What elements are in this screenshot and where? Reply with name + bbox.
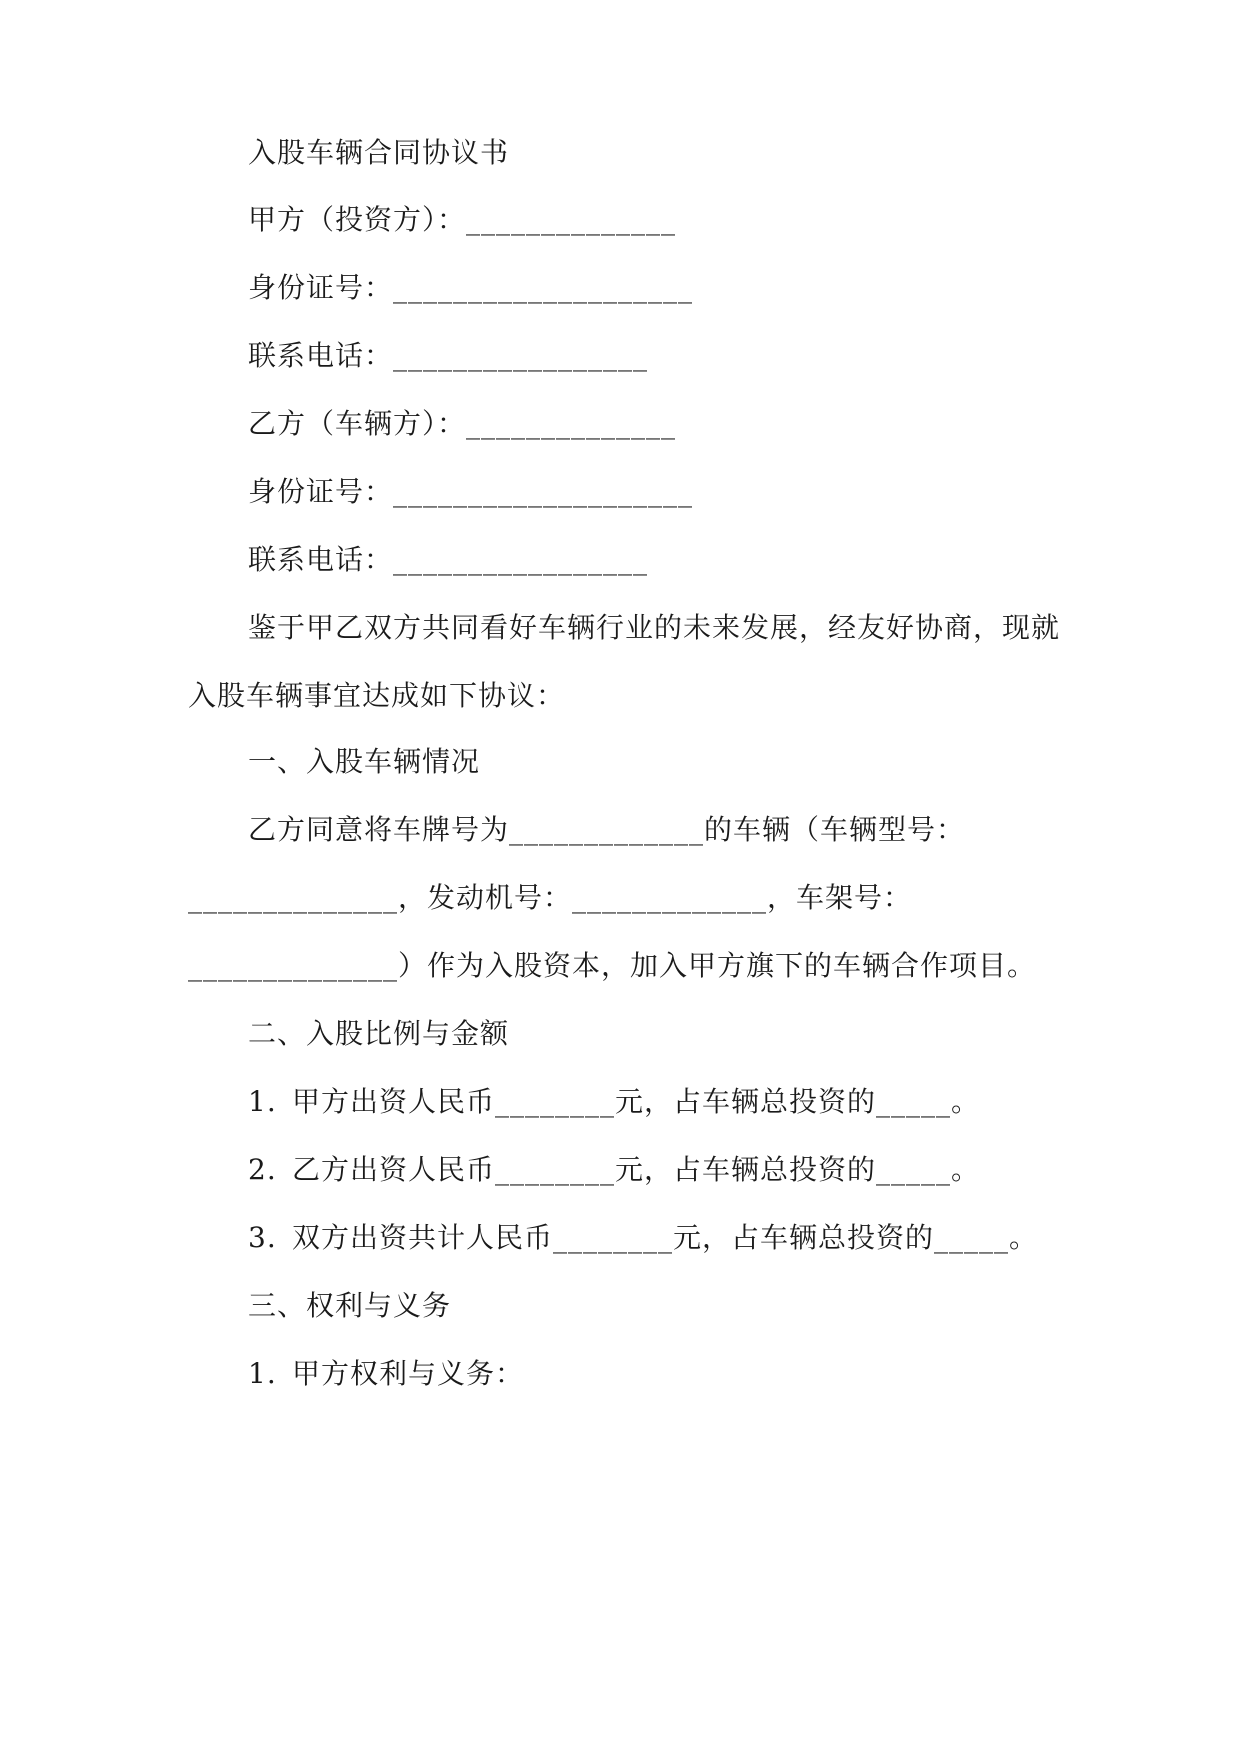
party-b-id-number: 身份证号：____________________	[248, 475, 694, 508]
section-3-heading: 三、权利与义务	[248, 1289, 452, 1322]
party-a-phone: 联系电话：_________________	[248, 339, 649, 372]
item-number: 3.	[248, 1221, 277, 1254]
item-number: 1.	[248, 1085, 277, 1118]
party-a-id-number: 身份证号：____________________	[248, 271, 694, 304]
party-b-label: 乙方（车辆方）：______________	[248, 407, 677, 440]
section-3-item-1	[248, 1356, 524, 1392]
item-number: 1.	[248, 1357, 277, 1390]
section-1-heading: 一、入股车辆情况	[248, 745, 481, 778]
item-number: 2.	[248, 1153, 277, 1186]
item-text: 甲方权利与义务：	[292, 1357, 525, 1390]
section-2-item-1	[248, 1084, 980, 1120]
section-2-item-2	[248, 1152, 980, 1188]
preamble-line-1: 鉴于甲乙双方共同看好车辆行业的未来发展，经友好协商，现就	[248, 611, 1061, 644]
section-1-line-1: 乙方同意将车牌号为_____________的车辆（车辆型号：	[248, 813, 966, 846]
item-text: 双方出资共计人民币________元，占车辆总投资的_____。	[292, 1221, 1039, 1254]
section-2-item-3	[248, 1220, 1038, 1256]
section-1-line-3: ______________）作为入股资本，加入甲方旗下的车辆合作项目。	[188, 949, 1037, 982]
section-1-line-2: ______________，发动机号：_____________，车架号：	[188, 881, 913, 914]
item-text: 乙方出资人民币________元，占车辆总投资的_____。	[292, 1153, 981, 1186]
document-title: 入股车辆合同协议书	[248, 136, 510, 169]
party-b-phone: 联系电话：_________________	[248, 543, 649, 576]
preamble-line-2: 入股车辆事宜达成如下协议：	[188, 679, 566, 712]
party-a-label: 甲方（投资方）：______________	[248, 203, 677, 236]
item-text: 甲方出资人民币________元，占车辆总投资的_____。	[292, 1085, 981, 1118]
section-2-heading: 二、入股比例与金额	[248, 1017, 510, 1050]
